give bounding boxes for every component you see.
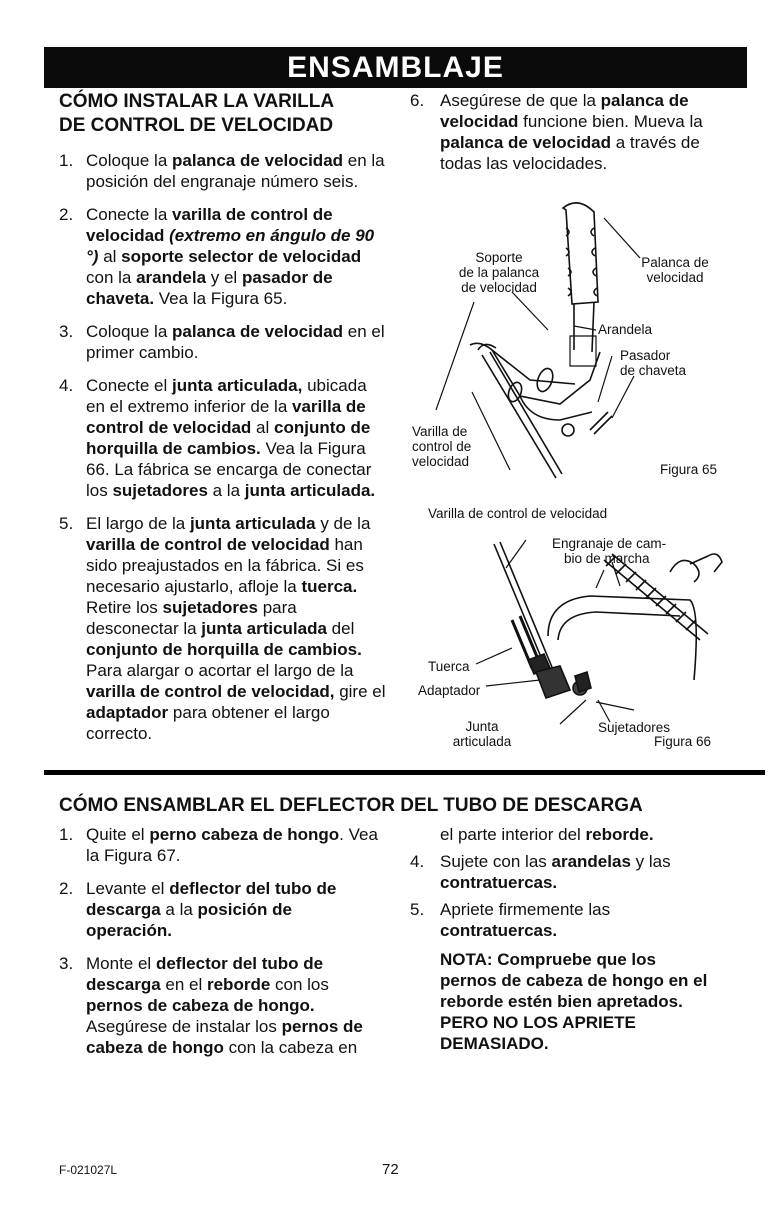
label-joint: [437, 719, 527, 749]
step-bold-term: palanca de velocidad: [440, 133, 612, 152]
step-6: [410, 90, 710, 174]
step-text: y de la: [315, 514, 371, 533]
step-number: 4.: [410, 852, 425, 871]
step-2: [59, 204, 389, 309]
label-line: Palanca de: [641, 255, 709, 270]
section-banner: ENSAMBLAJE: [44, 47, 747, 88]
step-text: Asegúrese de instalar los: [86, 1017, 282, 1036]
section-divider: [44, 770, 765, 775]
step-3: [59, 321, 389, 363]
label-nut: Tuerca: [428, 659, 470, 674]
step-text: para desconectar la: [86, 598, 297, 638]
step-text: para obtener el largo correcto.: [86, 703, 330, 743]
gear-drawing: [604, 554, 708, 640]
step-text: Vea la Figura 66. La fábrica se encarga de conectar los: [86, 439, 372, 500]
section-title-line2: DE CONTROL DE VELOCIDAD: [59, 115, 334, 136]
step-text: Sujete con las: [440, 852, 552, 871]
step-4: [59, 375, 389, 501]
label-adapter: Adaptador: [418, 683, 481, 698]
step-number: 6.: [410, 91, 425, 110]
step-bold-term: junta articulada: [189, 514, 316, 533]
step-bold-term: varilla de control de velocidad: [86, 535, 330, 554]
step-number: 5.: [410, 900, 425, 919]
step-text: Apriete firmemente las: [440, 900, 611, 919]
speed-control-rod-drawing: [482, 352, 562, 478]
label-lever-bracket: [434, 250, 564, 295]
step-bold-term: reborde: [206, 975, 271, 994]
section-title: CÓMO ENSAMBLAR EL DEFLECTOR DEL TUBO DE DESCARGA: [59, 795, 643, 816]
step-text: Levante el: [86, 879, 170, 898]
step-text: del: [326, 619, 355, 638]
step-text: a la: [207, 481, 245, 500]
step-bold-term: arandelas: [551, 852, 631, 871]
step-text: han sido preajustados en la fábrica. Si es necesario ajustarlo, afloje la: [86, 535, 364, 596]
step-bold-term: palanca de velocidad: [172, 322, 344, 341]
fasteners-drawing: [575, 672, 591, 692]
step-text: Asegúrese de que la: [440, 91, 601, 110]
step-text: en el: [160, 975, 207, 994]
step-number: 4.: [59, 376, 74, 395]
label-line: velocidad: [646, 270, 704, 285]
step-bold-term: varilla de control de velocidad,: [86, 682, 335, 701]
step-1: [59, 824, 379, 866]
instruction-steps: [59, 150, 389, 744]
step-text: con los: [270, 975, 329, 994]
step-bold-term: junta articulada: [201, 619, 327, 638]
document-code: F-021027L: [59, 1163, 118, 1177]
step-text: Coloque la: [86, 322, 173, 341]
step-bold-term: palanca de velocidad: [172, 151, 344, 170]
label-line: de velocidad: [461, 280, 537, 295]
step-number: 3.: [59, 954, 74, 973]
step-bold-term: conjunto de horquilla de cambios.: [86, 418, 371, 458]
step-bold-term: perno cabeza de hongo: [149, 825, 340, 844]
nut-drawing: [528, 654, 550, 674]
step-text: Vea la Figura 65.: [154, 289, 288, 308]
step-bold-term: tuerca.: [301, 577, 358, 596]
step-bold-term: pasador de chaveta.: [86, 268, 333, 308]
step-bold-term: palanca de velocidad: [440, 91, 689, 131]
label-line: Engranaje de cam-: [552, 536, 667, 551]
lever-bracket-drawing: [470, 343, 600, 404]
step-number: 1.: [59, 825, 74, 844]
step-text: con la: [86, 268, 137, 287]
step-text: Conecte la: [86, 205, 172, 224]
step-text: con la cabeza en: [223, 1038, 358, 1057]
step-number: 2.: [59, 205, 74, 224]
step-4: [410, 851, 730, 893]
instruction-steps: [410, 851, 730, 941]
label-line: velocidad: [412, 454, 470, 469]
step-2: [59, 878, 379, 941]
step-text: funcione bien. Mueva la: [518, 112, 703, 131]
joint-drawing: [536, 666, 570, 698]
step-bold-term: soporte selector de velocidad: [121, 247, 362, 266]
step-bold-term: contratuercas.: [440, 873, 558, 892]
speed-lever-drawing: [563, 203, 598, 304]
step-bold-term: sujetadores: [112, 481, 208, 500]
step-text: Conecte el: [86, 376, 172, 395]
figure-66-caption: Figura 66: [654, 734, 712, 749]
speed-control-rod-drawing: [494, 542, 554, 674]
cotter-pin-drawing: [590, 412, 612, 434]
step-text: Quite el: [86, 825, 150, 844]
label-fasteners: Sujetadores: [598, 720, 671, 735]
page-number: 72: [382, 1161, 399, 1178]
step-bold-term: varilla de control de velocidad: [86, 397, 366, 437]
step-bold-term: varilla de control de velocidad: [86, 205, 333, 245]
label-line: Junta: [465, 719, 499, 734]
step-bold-term: adaptador: [86, 703, 169, 722]
step-text: en la posición del engranaje número seis.: [86, 151, 385, 191]
section-title: [59, 90, 389, 138]
step-text: ubicada en el extremo inferior de la: [86, 376, 367, 416]
step-text: y las: [630, 852, 671, 871]
step-3-continuation: [410, 824, 730, 845]
step-bold-term: reborde.: [585, 825, 654, 844]
step-bold-term: contratuercas.: [440, 921, 558, 940]
step-text: al: [251, 418, 274, 437]
step-bold-term: conjunto de horquilla de cambios.: [86, 640, 362, 659]
step-bold-term: junta articulada.: [244, 481, 376, 500]
figure-65-caption: Figura 65: [660, 462, 718, 477]
step-number: 1.: [59, 151, 74, 170]
step-text: en el primer cambio.: [86, 322, 385, 362]
label-speed-control-rod: [412, 424, 471, 469]
label-line: articulada: [452, 734, 512, 749]
step-number: 2.: [59, 879, 74, 898]
install-rod-section: [59, 90, 389, 744]
label-shift-gear: [552, 536, 666, 566]
step-text: Retire los: [86, 598, 163, 617]
step-bold-term: deflector del tubo de descarga: [86, 879, 337, 919]
step-bold-italic-term: (extremo en ángulo de 90 °): [86, 226, 375, 266]
step-number: 3.: [59, 322, 74, 341]
step-text: a la: [160, 900, 198, 919]
step-text: y el: [206, 268, 242, 287]
step-text: al: [98, 247, 122, 266]
label-line: Pasador: [620, 348, 671, 363]
step-text: El largo de la: [86, 514, 190, 533]
step-bold-term: junta articulada,: [172, 376, 303, 395]
step-text: a través de todas las velocidades.: [440, 133, 700, 173]
step-text: Para alargar o acortar el largo de la: [86, 661, 354, 680]
washer-drawing: [562, 424, 574, 436]
label-speed-lever: [630, 255, 720, 285]
step-bold-term: pernos de cabeza de hongo.: [86, 996, 315, 1015]
section-title-line1: CÓMO INSTALAR LA VARILLA: [59, 91, 335, 112]
step-bold-term: pernos de cabeza de hongo: [86, 1017, 363, 1057]
step-text: Monte el: [86, 954, 156, 973]
label-line: de chaveta: [620, 363, 687, 378]
step-1: [59, 150, 389, 192]
step-5: [59, 513, 389, 744]
step-5: [410, 899, 730, 941]
step-text: gire el: [334, 682, 386, 701]
deflector-steps-left: [59, 812, 379, 1058]
step-text: el parte interior del: [440, 825, 586, 844]
step-bold-term: posición de operación.: [86, 900, 292, 940]
step-text: Coloque la: [86, 151, 173, 170]
note-warning: NOTA: Compruebe que los pernos de cabeza de hongo en el reborde estén bien apretados. PERO NO LOS APRIETE DEMASIADO.: [440, 950, 708, 1053]
deflector-steps-right: [410, 824, 730, 1054]
label-line: de la palanca: [458, 265, 540, 280]
step-3: [59, 953, 379, 1058]
instruction-steps: [59, 824, 379, 1058]
label-speed-control-rod-66: Varilla de control de velocidad: [428, 506, 608, 521]
label-line: bio de marcha: [564, 551, 650, 566]
step-bold-term: sujetadores: [162, 598, 258, 617]
label-line: Varilla de: [412, 424, 468, 439]
label-line: control de: [412, 439, 472, 454]
step-bold-term: arandela: [136, 268, 207, 287]
step-text: . Vea la Figura 67.: [86, 825, 378, 865]
step-number: 5.: [59, 514, 74, 533]
step-bold-term: deflector del tubo de descarga: [86, 954, 324, 994]
label-cotter-pin: [620, 348, 686, 378]
label-washer: Arandela: [598, 322, 653, 337]
label-line: Soporte: [475, 250, 523, 265]
